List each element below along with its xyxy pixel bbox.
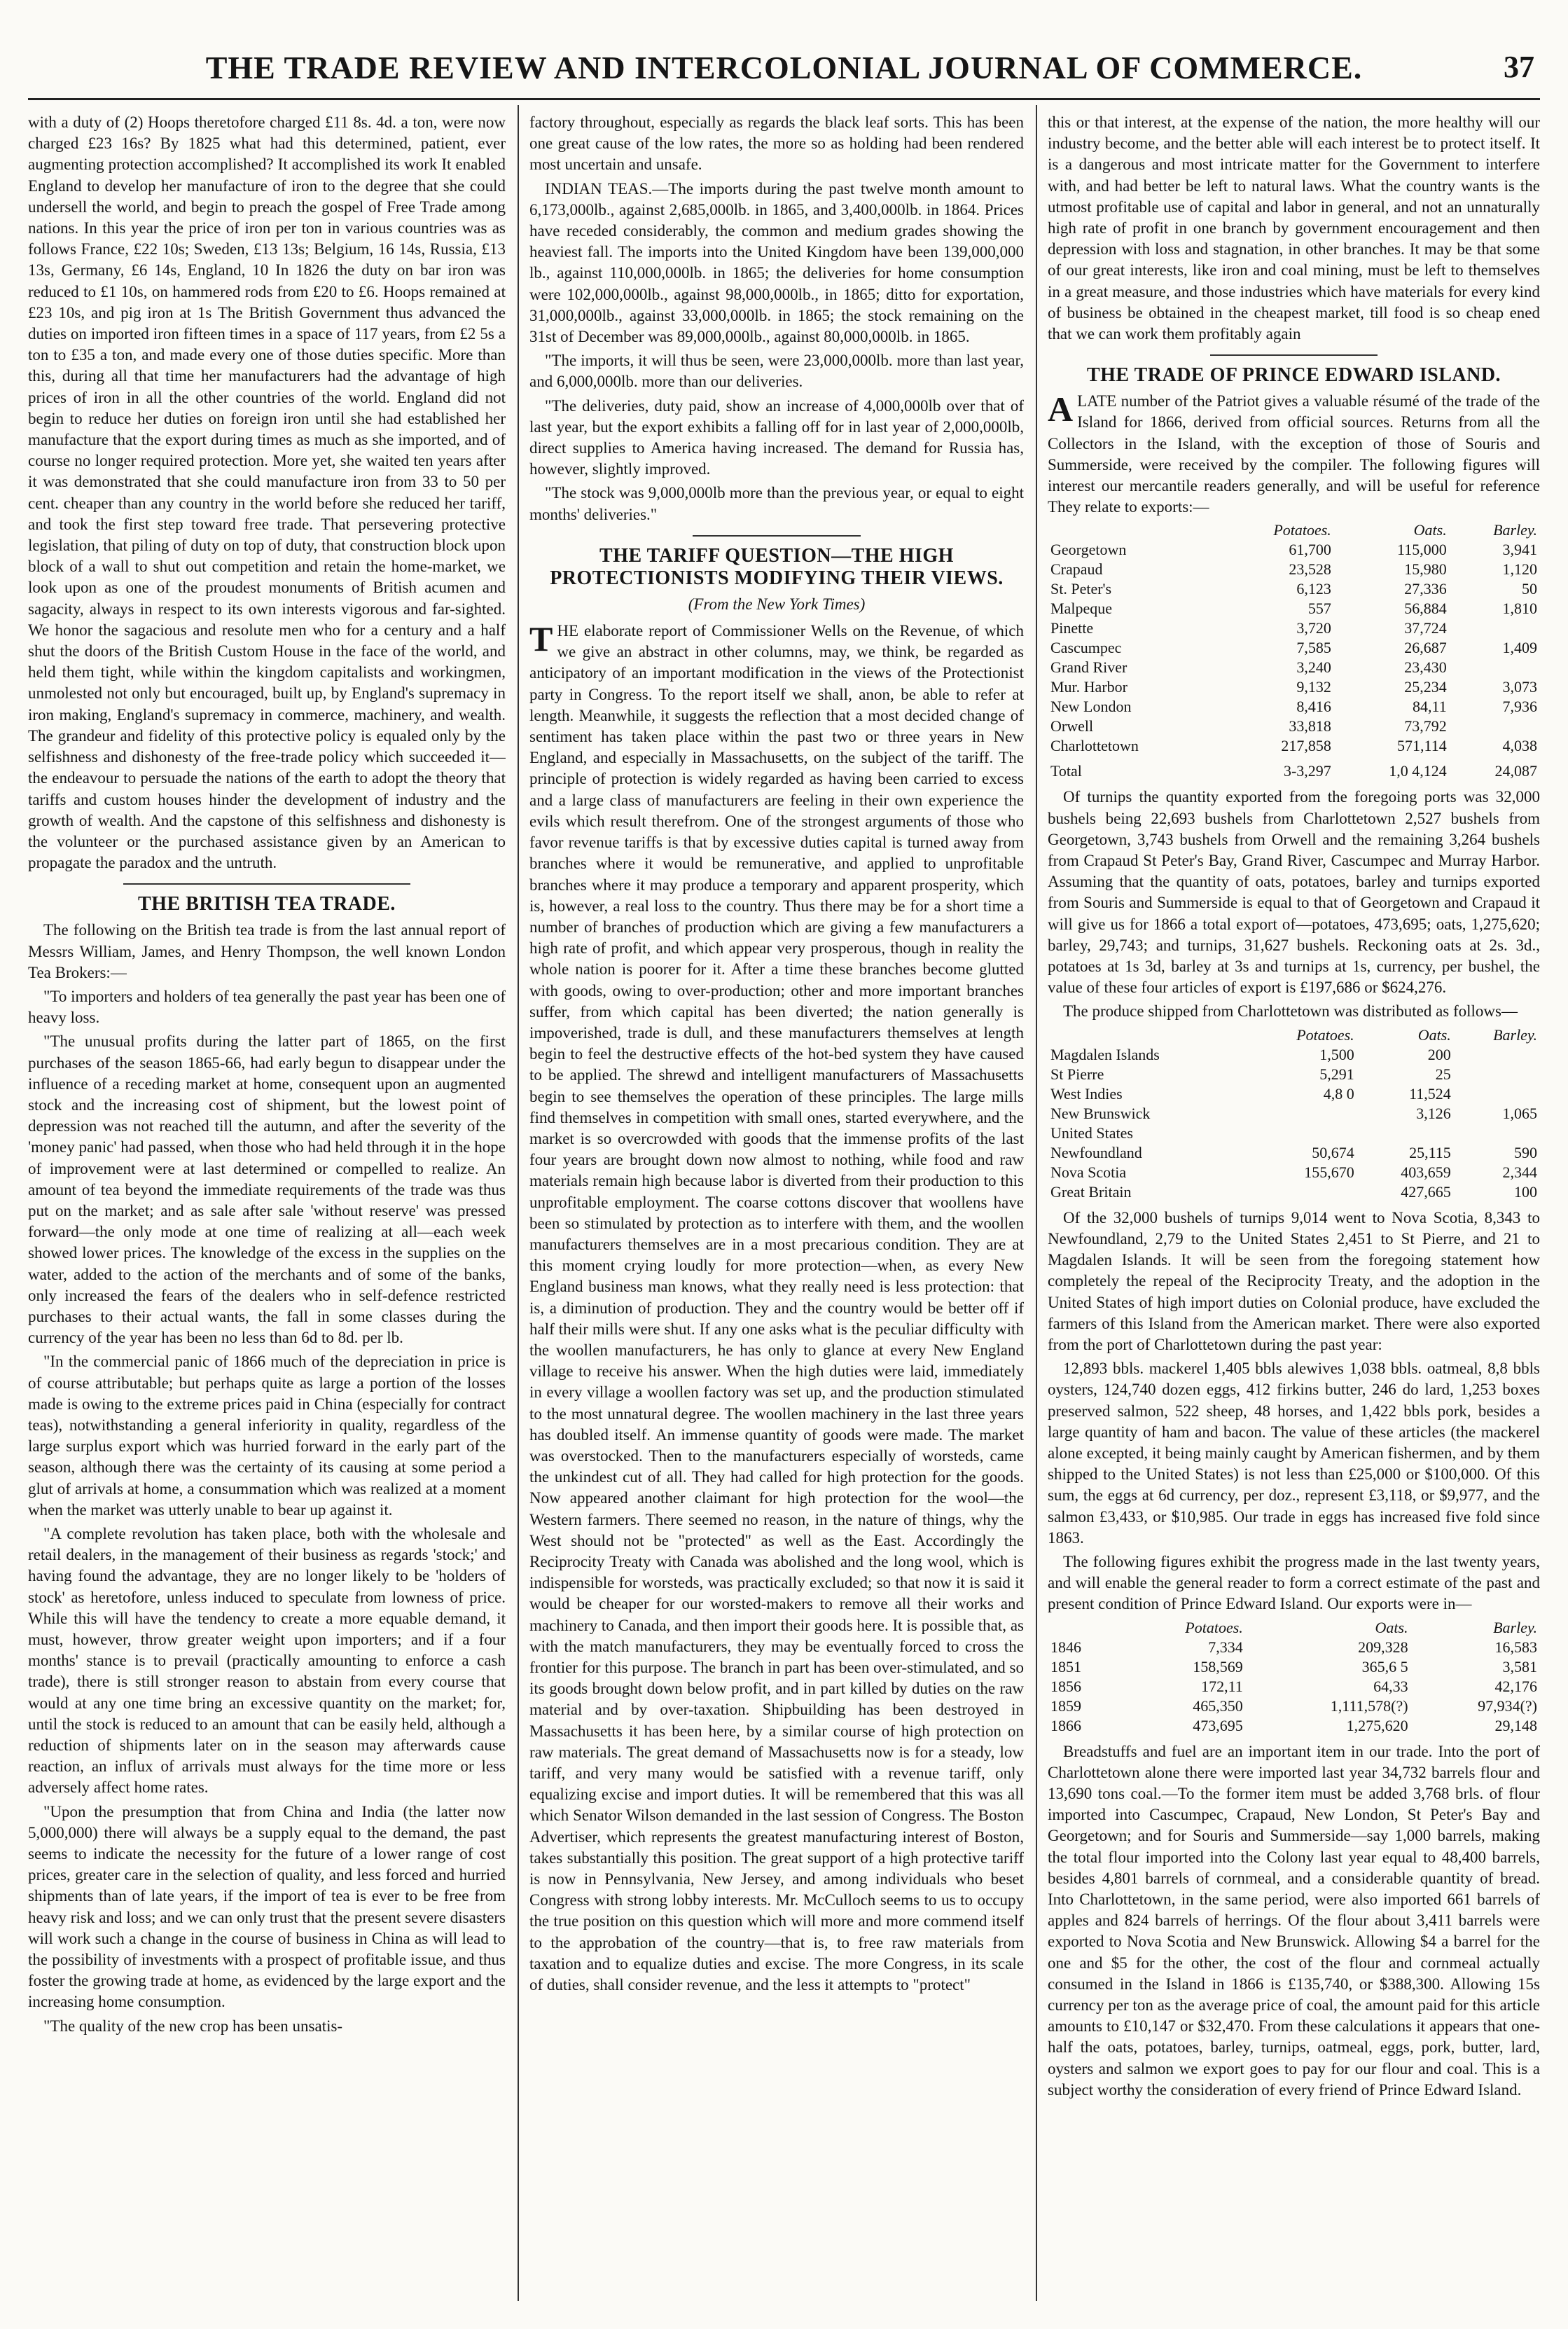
table-cell: 100 (1514, 1182, 1537, 1201)
article-paragraph: factory throughout, especially as regards the black leaf sorts. This has been one great cause of the low rates, the more so as holding had been rendered most uncertain and unsafe. (529, 113, 1024, 174)
table-cell: 97,934(?) (1478, 1696, 1537, 1715)
column-header (1048, 520, 1219, 540)
table-row (1048, 677, 1540, 697)
row-label: New London (1050, 698, 1132, 716)
table-cell (1450, 658, 1540, 677)
table-cell: 25,234 (1404, 678, 1447, 696)
tea-trade-heading: THE BRITISH TEA TRADE. (138, 893, 396, 915)
table-cell: 25,115 (1409, 1143, 1451, 1161)
column-divider (518, 105, 519, 2301)
row-label: Cascumpec (1050, 639, 1122, 657)
row-label: Grand River (1050, 658, 1128, 677)
table-row (1048, 1104, 1540, 1124)
table-cell: 27,336 (1404, 580, 1447, 598)
article-paragraph: "In the commercial panic of 1866 much of the depreciation in price is of course attributable; but perhaps quite as large a portion of the losses made is owing to the extreme prices paid in China (especially for contract teas), notwithstanding a general inferiority in quality, regardless of the large surplus export which was hurried forward in the early part of the season, although there was the certainty of its causing at some period a glut of arrivals at home, a consummation which was realized at a moment when the market was utterly unable to bear up against it. (28, 1353, 506, 1519)
table-cell: 1,0 4,124 (1389, 762, 1447, 780)
table-cell: 16,583 (1494, 1638, 1537, 1656)
row-label: Newfoundland (1050, 1143, 1142, 1161)
table-cell: 465,350 (1193, 1696, 1243, 1715)
column-header: Potatoes. (1273, 521, 1331, 539)
table-cell: 427,665 (1401, 1182, 1451, 1201)
table-cell: 571,114 (1397, 737, 1447, 755)
table-cell (1450, 717, 1540, 736)
page-number: 37 (1504, 50, 1534, 84)
exports-by-year-table (1048, 1618, 1540, 1736)
table-cell: 7,334 (1208, 1638, 1243, 1656)
table-cell: 3,126 (1416, 1104, 1451, 1122)
article-paragraph: 12,893 bbls. mackerel 1,405 bbls alewives 1,038 bbls. oatmeal, 8,8 bbls oysters, 124,740 dozen eggs, 412 firkins butter, 246 do lard, 1,253 boxes preserved salmon, 522 sheep, 48 horses, and 1,422 bbls pork, besides a large quantity of ham and bacon. The value of these articles (the mackerel alone excepted, it being mainly caught by American fishermen, and by them shipped to the United States) is not less than £25,000 or $100,000. Of this sum, the eggs at 6d currency, per doz., represent £3,118, or $9,977, and the salmon £3,433, or $10,985. Our trade in eggs has increased five fold since 1863. (1048, 1360, 1540, 1547)
table-row (1048, 579, 1540, 599)
column-divider (1036, 105, 1037, 2301)
table-cell: 590 (1514, 1143, 1537, 1161)
table-row (1048, 717, 1540, 736)
table-row (1048, 1677, 1540, 1696)
row-label: Georgetown (1050, 541, 1127, 559)
table-row (1048, 540, 1540, 560)
article-paragraph (529, 621, 1024, 1996)
table-cell: 3,941 (1502, 541, 1537, 559)
row-label: Great Britain (1050, 1182, 1132, 1201)
column-header: Oats. (1417, 1025, 1451, 1044)
row-label: St. Peter's (1050, 580, 1112, 598)
table-cell: 11,524 (1409, 1084, 1451, 1103)
row-label: St Pierre (1050, 1065, 1104, 1083)
article-paragraph: "Upon the presumption that from China and India (the latter now 5,000,000) there will always be a supply equal to the demand, the past seems to indicate the necessity for the future of a lower range of cost prices, greater care in the selection of quality, and less forced and hurried shipments than of late years, if the import of tea is ever to be free from heavy risk and loss; and we can only trust that the present severe disasters will work such a change in the course of business in China as will lead to the possibility of investments with a prospect of profitable issue, and thus foster the growing trade at home, as evidenced by the large export and the increasing home consumption. (28, 1802, 506, 2011)
table-cell: 24,087 (1494, 762, 1537, 780)
table-cell: 2,344 (1502, 1163, 1537, 1181)
table-cell: 1,810 (1502, 600, 1537, 618)
row-label: West Indies (1050, 1084, 1123, 1103)
table-cell (1247, 1104, 1357, 1124)
article-text: HE elaborate report of Commissioner Wells on the Revenue, of which we give an abstract in other columns, may, we think, be regarded as anticipatory of an important modification in the views of the Protectionist party in Congress. To the report itself we shall, anon, be able to refer at length. Meanwhile, it suggests the reflection that a most decided change of sentiment has taken place within the past two or three years in New England, and especially in Massachusetts, on the subject of the tariff. The principle of protection is widely regarded as having been carried to excess and a large class of manufacturers are feeling in their own experience the evils which result therefrom. One of the strongest arguments of those who favor revenue tariffs is that by excessive duties capital is turned away from branches where it would be remunerative, and applied to unprofitable branches where it may produce a temporary and apparent prosperity, which is, however, a real loss to the country. Thus there may be for a short time a number of branches of production which are giving a few manufacturers a high rate of profit, and which appear very prosperous, though in reality the whole nation is poorer for it. After a time these branches become glutted with goods, owing to over-production; other and more important branches suffer, from which capital has been diverted; the nation generally is impoverished, trade is dull, and these manufacturers themselves at length begin to feel the destructive effects of the hot-bed system they have caused to be applied. The shrewd and intelligent manufacturers of Massachusetts begin to see themselves the operation of these principles. The large mills find themselves in competition with small ones, started everywhere, and the market is so overcrowded with goods that the immense profits of the last four years are brought down now almost to nothing, while food and raw materials remain high because labor is diverted from their production to this unprofitable employment. The coarse cottons discover that woollens have been so stimulated by protection as to interfere with them, and the woollen manufacturers themselves are in a most precarious condition. They are at this moment crying loudly for more protection—when, as every New England business man knows, what they really need is less protection: that is, a diminution of production. They and the country would be better off if half their mills were shut. If any one asks what is the peculiar difficulty with the woollen manufacturers, he has only to glance at every New England village to receive his answer. When the high duties were laid, immediately in every village a woollen factory was set up, and the production stimulated to the most unnatural degree. The woollen machinery in the last three years has doubled itself. An immense quantity of goods were made. The market was overstocked. Then to the manufacturers especially of worsteds, came the unkindest cut of all. They had called for high protection for the goods. Now appeared another claimant for high protection for the wool—the Western farmers. There seemed no reason, in the nature of things, why the West should not be "protected" as well as the East. Accordingly the Reciprocity Treaty with Canada was abolished and the long wool, which is indispensible for worsteds, was practically excluded; so that now it is said it would be cheaper for our worsted-makers to remove all their works and machinery to Canada, and then import their goods here. It is possible that, as with the match manufacturers, they may be eventually forced to cross the frontier for this purpose. The branch in part has been over-stimulated, and so its goods brought down below profit, and in part killed by duties on the raw material and by over-taxation. Shipbuilding has been destroyed in Massachusetts it has been here, by a similar course of high protection on raw materials. The great demand of Massachusetts now is for a steady, low tariff, and very many would be satisfied with a revenue tariff, only equalizing excise and import duties. It will be remembered that this was all which Senator Wilson demanded in the last session of Congress. The Boston Advertiser, which represents the greatest manufacturing interest of Boston, takes substantially this position. The great support of a high protective tariff is now in Pennsylvania, New Jersey, and among individuals who beset Congress with strong lobby interests. Mr. McCulloch seems to us to occupy the true position on this question which will more and more commend itself to the approbation of the country—that is, to free raw materials from taxation and to equalize duties and excise. The more Congress, in its scale of duties, shall consider revenue, and the less it attempts to "protect" (529, 622, 1024, 1994)
table-row (1048, 599, 1540, 618)
drop-cap: T (529, 619, 553, 659)
table-header-row (1048, 1025, 1540, 1045)
table-row (1048, 1163, 1540, 1182)
journal-title: THE TRADE REVIEW AND INTERCOLONIAL JOURNAL OF COMMERCE. (205, 50, 1363, 85)
article-paragraph: "The deliveries, duty paid, show an increase of 4,000,000lb over that of last year, but the export exhibits a falling off for in last year of 2,000,000lb, direct supplies to America having increased. The demand for Russia has, however, slightly improved. (529, 396, 1024, 478)
table-cell (1454, 1084, 1540, 1104)
table-cell: 7,936 (1502, 698, 1537, 716)
table-cell: 115,000 (1397, 541, 1447, 559)
row-label: Orwell (1050, 717, 1094, 735)
column-3 (1048, 112, 1540, 2301)
table-cell: 26,687 (1404, 639, 1447, 657)
article-paragraph: this or that interest, at the expense of the nation, the more healthy will our industry become, and the better able will each interest be to protect itself. It is a dangerous and most intricate matter for the Government to interfere with, and had better be left to natural laws. What the country wants is the utmost profitable use of capital and labor in general, and not an unnaturally high rate of profit in one branch by government encouragement and then depression with loss and stagnation, in other branches. It may be that some of our great interests, like iron and coal mining, must be left to themselves in a great measure, and those industries which have materials for every kind of business be obtained in the cheapest market, till food is so cheap ened that we can work them profitably again (1048, 113, 1540, 343)
table-cell (1454, 1065, 1540, 1084)
table-row (1048, 1124, 1540, 1143)
table-cell: 217,858 (1281, 737, 1331, 755)
row-label: Mur. Harbor (1050, 678, 1128, 696)
table-cell (1357, 1124, 1454, 1143)
table-cell: 4,8 0 (1323, 1084, 1354, 1103)
article-source: (From the New York Times) (688, 595, 866, 613)
table-row (1048, 658, 1540, 677)
row-label: 1851 (1050, 1657, 1081, 1675)
column-header: Potatoes. (1185, 1618, 1243, 1636)
column-1 (28, 112, 506, 2301)
table-cell: 84,11 (1413, 698, 1447, 716)
column-header (1048, 1618, 1120, 1638)
table-row (1048, 1065, 1540, 1084)
row-label: New Brunswick (1050, 1104, 1151, 1122)
table-cell: 37,724 (1404, 619, 1447, 637)
article-paragraph: "The quality of the new crop has been unsatis- (43, 2017, 343, 2035)
table-cell: 3,581 (1502, 1657, 1537, 1675)
table-cell: 1,120 (1502, 560, 1537, 579)
table-row (1048, 1182, 1540, 1202)
table-row (1048, 1045, 1540, 1065)
column-header: Potatoes. (1296, 1025, 1354, 1044)
article-paragraph: The produce shipped from Charlottetown was distributed as follows— (1063, 1002, 1518, 1021)
table-cell: 365,6 5 (1361, 1657, 1408, 1675)
article-paragraph: "The stock was 9,000,000lb more than the previous year, or equal to eight months' deliveries." (529, 484, 1024, 523)
table-cell: 7,585 (1296, 639, 1331, 657)
column-header: Barley. (1493, 1618, 1537, 1636)
section-rule (693, 535, 861, 537)
tariff-question-heading: THE TARIFF QUESTION—THE HIGH PROTECTIONISTS MODIFYING THEIR VIEWS. (550, 544, 1004, 589)
table-row (1048, 1696, 1540, 1716)
table-cell: 3-3,297 (1283, 762, 1331, 780)
article-paragraph: The following figures exhibit the progress made in the last twenty years, and will enable the general reader to form a correct estimate of the past and present condition of Prince Edward Island. Our exports were in— (1048, 1552, 1540, 1613)
column-header: Oats. (1413, 521, 1447, 539)
section-rule (1210, 354, 1378, 356)
table-cell (1247, 1182, 1357, 1202)
table-cell: 50,674 (1312, 1143, 1354, 1161)
table-row (1048, 736, 1540, 756)
column-header: Barley. (1493, 1025, 1537, 1044)
table-cell: 155,670 (1304, 1163, 1354, 1181)
table-cell: 33,818 (1289, 717, 1331, 735)
table-cell: 3,720 (1296, 619, 1331, 637)
article-paragraph: INDIAN TEAS.—The imports during the past twelve month amount to 6,173,000lb., against 2,685,000lb. in 1865, and 3,400,000lb. in 1864. Prices have receded considerably, the common and medium grades showing the heaviest fall. The imports into the United Kingdom have been 139,000,000 lb., against 110,000,000lb. in 1865; the deliveries for home consumption were 102,000,000lb., against 98,000,000lb., in 1865; ditto for exportation, 31,000,000lb., against 33,000,000lb. in 1865; the stock remaining on the 31st of December was 89,000,000lb., against 80,000,000lb. in 1865. (529, 179, 1024, 346)
table-cell: 6,123 (1296, 580, 1331, 598)
article-paragraph: Of turnips the quantity exported from the foregoing ports was 32,000 bushels being 22,693 bushels from Charlottetown 2,527 bushels from Georgetown, 3,743 bushels from Orwell and the remaining 3,264 bushels from Crapaud St Peter's Bay, Grand River, Cascumpec and Murray Harbor. Assuming that the quantity of oats, potatoes, barley and turnips exported from Souris and Summerside is equal to that of Georgetown and Crapaud it will give us for 1866 a total export of—potatoes, 473,695; oats, 1,275,620; barley, 29,743; and turnips, 31,627 bushels. Reckoning oats at 2s. 3d., potatoes at 1s 3d, barley at 3s and turnips at 1s, currency, per bushel, the value of these four articles of export is £197,686 or $624,276. (1048, 788, 1540, 997)
row-label: Nova Scotia (1050, 1163, 1127, 1181)
row-label: 1866 (1050, 1716, 1081, 1734)
shipments-by-destination-table (1048, 1025, 1540, 1202)
table-cell: 42,176 (1494, 1677, 1537, 1695)
exports-by-port-table (1048, 520, 1540, 781)
table-cell: 50 (1522, 580, 1537, 598)
table-cell: 15,980 (1404, 560, 1447, 579)
drop-cap: A (1048, 389, 1074, 429)
row-label: Charlottetown (1050, 737, 1139, 755)
table-cell: 29,148 (1494, 1716, 1537, 1734)
table-cell: 158,569 (1193, 1657, 1243, 1675)
masthead-rule (28, 98, 1540, 100)
table-row (1048, 560, 1540, 579)
row-label: 1859 (1050, 1696, 1081, 1715)
table-row (1048, 1657, 1540, 1677)
table-cell: 23,528 (1289, 560, 1331, 579)
table-row (1048, 1084, 1540, 1104)
masthead (28, 49, 1540, 91)
table-cell: 473,695 (1193, 1716, 1243, 1734)
article-paragraph: "The unusual profits during the latter part of 1865, on the first purchases of the season 1865-66, had early begun to disappear under the influence of a receding market at home, consequent upon an augmented stock and the increasing cost of shipment, but the lowest point of depression was not reached till the autumn, and after the severity of the 'money panic' had passed, when those who had held through it in the hope of improvement were at last determined or compelled to realize. An amount of tea beyond the immediate requirements of the trade was thus put on the market; and as sale after sale 'without reserve' was pressed forward—the only mode at one time of realizing at all—each week showed lower prices. The knowledge of the excess in the supplies on the water, added to the action of the merchants and of some of the banks, only increased the fears of the dealers who in self-defence restricted purchases to their actual wants, the fall in some classes during the currency of the year has been no less than 6d to 8d. per lb. (28, 1032, 506, 1347)
column-header: Barley. (1493, 521, 1537, 539)
table-cell: 1,275,620 (1346, 1716, 1408, 1734)
table-row (1048, 1638, 1540, 1657)
table-cell: 5,291 (1319, 1065, 1354, 1083)
table-cell: 4,038 (1502, 737, 1537, 755)
table-total-row (1048, 756, 1540, 781)
column-header: Oats. (1375, 1618, 1408, 1636)
column-header (1048, 1025, 1247, 1045)
iron-article-text: with a duty of (2) Hoops theretofore charged £11 8s. 4d. a ton, were now charged £23 16s? By 1825 what had this determined, patient, ever augmenting protection accomplished? It accomplished its work It enabled England to develop her manufacture of iron to the degree that she could undersell the world, and begin to preach the gospel of Free Trade among nations. In this year the price of iron per ton in various countries was as follows France, £22 10s; Sweden, £13 13s; Belgium, 16 14s, Russia, £13 13s, Germany, £6 14s, England, 10 In 1826 the duty on bar iron was reduced to £1 10s, on hammered rods from £20 to £6. Hoops remained at £23 10s, and pig iron at 1s The British Government thus advanced the duties on imported iron fifteen times in a space of 117 years, from £2 5s a ton to £35 a ton, and made every one of those duties specific. More than this, during all that time her manufacturers had the advantage of high prices of iron in all the other countries of the world. England did not begin to reduce her duties on foreign iron until she had established her manufacture that the export during times as much as she imported, and of course no longer required protection. More yet, she waited ten years after it was demonstrated that she could manufacture iron from 33 to 50 per cent. cheaper than any country in the world before she reduced her tariff, and took the first step toward free trade. That persevering protective legislation, that piling of duty on top of duty, that construction block upon block of a wall to shut out competition and retain the home-market, we look upon as one of the proudest monuments of British acumen and sagacity, always in respect to its own interests vigorous and far-sighted. We honor the sagacious and resolute men who for a century and a half shut the doors of the British Custom House in the face of the world, and held them tight, while within the kingdom capitalists and workingmen, unmolested not only but encouraged, built up, by England's supremacy in iron making, England's supremacy in commerce, machinery, and wealth. The grandeur and fidelity of this protective policy is equaled only by the selfishness and dishonesty of the free-trade policy which succeeded it—the endeavour to persuade the nations of the earth to adopt the theory that tariffs and custom houses hinder the development of industry and the growth of wealth. And the capstone of this selfishness and dishonesty is the volunteer or the purchased assistance given by an American to propagate the paradox and the untruth. (28, 113, 506, 872)
table-cell: 3,073 (1502, 678, 1537, 696)
row-label: Pinette (1050, 619, 1094, 637)
table-cell (1247, 1124, 1357, 1143)
table-row (1048, 618, 1540, 638)
table-cell: 403,659 (1401, 1163, 1451, 1181)
table-header-row (1048, 520, 1540, 540)
article-paragraph (1048, 391, 1540, 518)
table-header-row (1048, 1618, 1540, 1638)
table-cell: 25 (1435, 1065, 1451, 1083)
table-row (1048, 697, 1540, 717)
article-paragraph: "The imports, it will thus be seen, were 23,000,000lb. more than last year, and 6,000,000lb. more than our deliveries. (529, 352, 1024, 391)
table-cell: 1,409 (1502, 639, 1537, 657)
row-label: Magdalen Islands (1050, 1045, 1160, 1063)
table-cell: 3,240 (1296, 658, 1331, 677)
article-paragraph: Of the 32,000 bushels of turnips 9,014 went to Nova Scotia, 8,343 to Newfoundland, 2,79 to the United States 2,451 to St Pierre, and 21 to Magdalen Islands. It will be seen from the foregoing statement how completely the repeal of the Reciprocity Treaty, and the adoption in the United States of high import duties on Colonial produce, have excluded the farmers of this Island from the American market. There were also exported from the port of Charlottetown during the past year: (1048, 1208, 1540, 1353)
article-paragraph: The following on the British tea trade is from the last annual report of Messrs William, James, and Henry Thompson, the well known London Tea Brokers:— (28, 921, 506, 981)
table-cell: 1,111,578(?) (1330, 1696, 1408, 1715)
table-cell: 73,792 (1404, 717, 1447, 735)
row-label: Malpeque (1050, 600, 1112, 618)
table-cell: 209,328 (1358, 1638, 1408, 1656)
article-paragraph: Breadstuffs and fuel are an important item in our trade. Into the port of Charlottetown alone there were imported last year 34,732 barrels flour and 13,690 tons coal.—To the former item must be added 3,768 brls. of flour imported into Cascumpec, Crapaud, New London, St Peter's Bay and Georgetown; and for Souris and Summerside—say 1,000 barrels, making the total flour imported into the Colony last year equal to 48,400 barrels, besides 4,801 barrels of cornmeal, and a considerable quantity of bread. Into Charlottetown, in the same period, were also imported 661 barrels of apples and 824 barrels of herrings. Of the flour about 3,411 barrels were exported to Nova Scotia and New Brunswick. Allowing $4 a barrel for the one and $5 for the other, the cost of the flour and cornmeal actually consumed in the Island in 1866 is £135,740, or $388,300. Allowing 15s currency per ton as the average price of coal, the amount paid for this article amounts to £10,147 or $32,470. From these calculations it appears that one-half the oats, potatoes, barley, turnips, oatmeal, eggs, pork, butter, lard, oysters and salmon we export goes to pay for our flour and coal. This is a subject worthy the consideration of every friend of Prince Edward Island. (1048, 1742, 1540, 2099)
table-cell: 61,700 (1289, 541, 1331, 559)
article-text: LATE number of the Patriot gives a valuable résumé of the trade of the Island for 1866, derived from official sources. Returns from all the Collectors in the Island, with the exception of those of Souris and Summerside, were received by the compiler. The following figures will interest our mercantile readers generally, and will be useful for reference They relate to exports:— (1048, 392, 1540, 516)
section-rule (123, 883, 410, 885)
table-cell (1454, 1124, 1540, 1143)
table-row (1048, 638, 1540, 658)
table-cell: 23,430 (1404, 658, 1447, 677)
table-row (1048, 1716, 1540, 1736)
table-cell (1454, 1045, 1540, 1065)
article-paragraph: "A complete revolution has taken place, both with the wholesale and retail dealers, in the management of their business as regards 'stock;' and having found the advantage, they are no longer likely to be 'holders of stock' as heretofore, unless induced to speculate from lowness of price. While this will have the tendency to create a more equable demand, it must, however, throw greater weight upon importers; and if a four months' stance is to prevail (practically amounting to enforce a cash trade), there is still stronger reason to abstain from every course that would at any one time bring an excessive quantity on the market; for, until the stock is reduced to an amount that can be easily held, although a reduction of shipments later on in the season may afterwards cause reaction, an influx of arrivals must always for the time more or less adversely affect home rates. (28, 1525, 506, 1797)
table-row (1048, 1143, 1540, 1163)
table-cell: 64,33 (1373, 1677, 1408, 1695)
row-label: United States (1050, 1124, 1133, 1142)
table-cell: 1,500 (1319, 1045, 1354, 1063)
pei-trade-heading: THE TRADE OF PRINCE EDWARD ISLAND. (1086, 364, 1501, 387)
column-2 (529, 112, 1024, 2301)
row-label: 1856 (1050, 1677, 1081, 1695)
table-cell: 8,416 (1296, 698, 1331, 716)
row-label: Crapaud (1050, 560, 1103, 579)
table-cell (1450, 618, 1540, 638)
table-cell: 56,884 (1404, 600, 1447, 618)
article-paragraph: "To importers and holders of tea generally the past year has been one of heavy loss. (28, 987, 506, 1027)
table-cell: 200 (1427, 1045, 1451, 1063)
table-cell: 9,132 (1296, 678, 1331, 696)
table-cell: 557 (1307, 600, 1331, 618)
row-label: 1846 (1050, 1638, 1081, 1656)
table-cell: 172,11 (1201, 1677, 1243, 1695)
row-label: Total (1050, 762, 1082, 780)
table-cell: 1,065 (1502, 1104, 1537, 1122)
